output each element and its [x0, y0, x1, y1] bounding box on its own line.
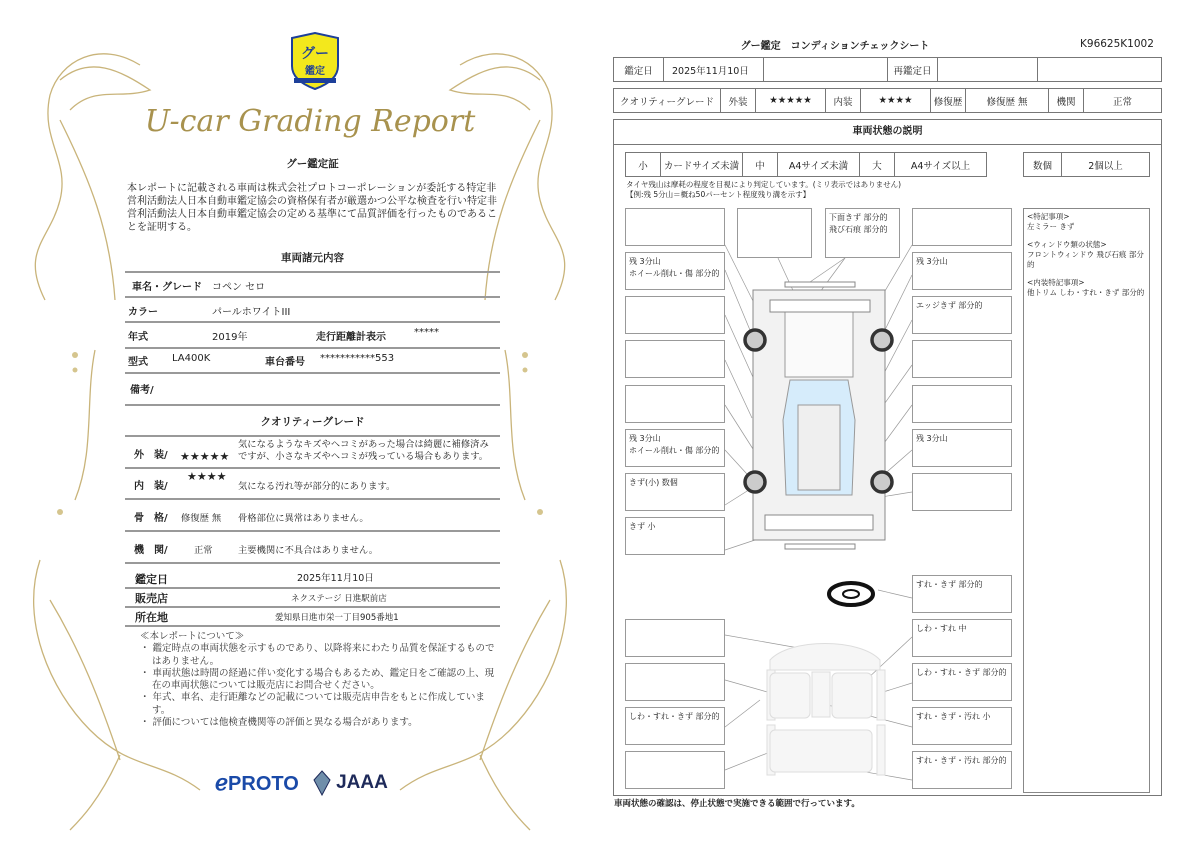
date-label: 鑑定日	[135, 573, 168, 586]
date-label: 鑑定日	[614, 58, 664, 81]
grade-engine-desc: 主要機関に不具合はありません。	[238, 545, 379, 556]
grade-interior-label: 内 装/	[134, 481, 168, 492]
grade-exterior-label: 外 装/	[134, 450, 168, 461]
condition-box-left-door-trim: しわ・すれ・きず 部分的	[625, 707, 725, 745]
divider	[125, 467, 500, 469]
tire-note-example: 【例:残 5分山＝概ね50パーセント程度残り溝を示す】	[626, 190, 811, 199]
tire-note: タイヤ残山は摩耗の程度を目視により判定しています。(ミリ表示ではありません)	[626, 180, 902, 189]
certificate-heading: グー鑑定証	[286, 158, 339, 170]
condition-box-floor: すれ・きず・汚れ 部分的	[912, 751, 1012, 789]
condition-box	[625, 208, 725, 246]
condition-box-front-right-tire: 残 3分山	[912, 252, 1012, 290]
divider	[125, 347, 500, 349]
interior-label: 内装	[826, 89, 861, 112]
date-value: 2025年11月10日	[664, 58, 764, 81]
chassis-value: ***********553	[320, 353, 395, 364]
grade-exterior-desc: 気になるようなキズやヘコミがあった場合は綺麗に補修済みですが、小さなキズやヘコミが残っている場合もあります。	[238, 439, 489, 462]
condition-box-driver-seat: しわ・すれ 中	[912, 619, 1012, 657]
address-label: 所在地	[135, 611, 168, 624]
shop-value: ネクステージ 日進駅前店	[291, 594, 387, 604]
reappraisal-label: 再鑑定日	[888, 58, 938, 81]
interior-value: 他トリム しわ・すれ・きず 部分的	[1027, 288, 1145, 297]
condition-box-rear-right-tire: 残 3分山	[912, 429, 1012, 467]
odometer-value: *****	[414, 327, 439, 338]
date-value: 2025年11月10日	[297, 573, 374, 584]
notes-heading: ≪本レポートについて≫	[140, 631, 245, 642]
legend-large: 大	[860, 153, 895, 176]
interior-heading: <内装特記事項>	[1027, 278, 1085, 287]
shop-label: 販売店	[135, 592, 168, 605]
engine-value: 正常	[1112, 96, 1132, 108]
sheet-footer-note: 車両状態の確認は、停止状態で実施できる範囲で行っています。	[614, 799, 860, 809]
color-value: パールホワイトIII	[212, 307, 291, 318]
condition-box-right-fender: エッジきず 部分的	[912, 296, 1012, 334]
condition-box-front-left-tire: 残 3分山 ホイール削れ・傷 部分的	[625, 252, 725, 290]
count-legend	[1023, 152, 1150, 177]
grade-engine-label: 機 関/	[134, 545, 168, 556]
remarks-label: 備考/	[130, 385, 154, 396]
model-label: 型式	[128, 357, 148, 368]
sheet-title: グー鑑定 コンディションチェックシート	[740, 41, 930, 52]
divider	[125, 271, 500, 273]
interior-stars: ★★★★	[861, 89, 931, 112]
grade-interior-desc: 気になる汚れ等が部分的にあります。	[238, 481, 396, 492]
legend-count: 数個	[1024, 153, 1062, 176]
svg-text:鑑定: 鑑定	[305, 66, 325, 77]
special-notes-box	[1023, 208, 1150, 793]
year-label: 年式	[128, 332, 148, 343]
condition-box-steering: すれ・きず 部分的	[912, 575, 1012, 613]
size-legend	[625, 152, 987, 177]
grade-frame-label: 骨 格/	[134, 513, 168, 524]
legend-small: 小	[626, 153, 661, 176]
grade-row	[613, 88, 1162, 113]
divider	[125, 321, 500, 323]
window-heading: <ウィンドウ類の状態>	[1027, 240, 1107, 249]
specs-heading: 車両諸元内容	[281, 252, 344, 264]
empty-cell	[764, 58, 888, 81]
divider	[125, 435, 500, 437]
condition-box	[912, 208, 1012, 246]
grade-exterior-stars: ★★★★★	[180, 450, 230, 463]
special-value: 左ミラー きず	[1027, 222, 1075, 231]
legend-small-desc: カードサイズ未満	[661, 153, 743, 176]
engine-label: 機関	[1049, 89, 1084, 112]
note-item: ・ 鑑定時点の車両状態を示すものであり、以降将来にわたり品質を保証するものではありません。	[140, 643, 495, 667]
goo-kantei-badge-logo	[288, 32, 342, 90]
condition-box-front-bumper: 下面きず 部分的 飛び石痕 部分的	[825, 208, 900, 258]
legend-medium-desc: A4サイズ未満	[778, 153, 860, 176]
divider	[125, 404, 500, 406]
condition-box	[625, 385, 725, 423]
address-value: 愛知県日進市栄一丁目905番地1	[275, 613, 399, 623]
grade-label: クオリティーグレード	[614, 89, 721, 112]
condition-box-hood	[737, 208, 812, 258]
special-heading: <特記事項>	[1027, 212, 1070, 221]
legend-medium: 中	[743, 153, 778, 176]
odometer-label: 走行距離計表示	[316, 332, 386, 343]
repair-label: 修復歴	[931, 89, 966, 112]
repair-value: 修復歴 無	[966, 89, 1049, 112]
divider	[125, 296, 500, 298]
note-item: ・ 年式、車名、走行距離などの記載については販売店申告をもとに作成しています。	[140, 692, 485, 716]
grade-interior-stars: ★★★★	[187, 470, 227, 483]
grade-engine-value: 正常	[194, 545, 213, 556]
name-label: 車名・グレード	[132, 282, 202, 293]
condition-box	[912, 340, 1012, 378]
date-row	[613, 57, 1162, 82]
divider	[125, 372, 500, 374]
note-item: ・ 評価については他検査機関等の評価と異なる場合があります。	[140, 717, 418, 729]
exterior-stars: ★★★★★	[756, 89, 826, 112]
report-notes	[140, 631, 500, 729]
legend-count-desc: 2個以上	[1088, 160, 1123, 172]
grade-heading: クオリティーグレード	[260, 416, 365, 428]
condition-box	[912, 385, 1012, 423]
jaaa-mark-icon	[313, 770, 331, 796]
condition-box-right-door-trim: しわ・すれ・きず 部分的	[912, 663, 1012, 701]
year-value: 2019年	[212, 332, 248, 343]
condition-box-rear-left-tire: 残 3分山 ホイール削れ・傷 部分的	[625, 429, 725, 467]
divider	[125, 498, 500, 500]
note-item: ・ 車両状態は時間の経過に伴い変化する場合もあるため、鑑定日をご確認の上、現在の車両状態については販売店にお問合せください。	[140, 667, 495, 692]
jaaa-logo: JAAA	[313, 770, 388, 796]
divider	[125, 562, 500, 564]
report-script-title: U-car Grading Report	[144, 104, 476, 139]
condition-box	[625, 296, 725, 334]
divider	[125, 530, 500, 532]
condition-box-ceiling	[625, 619, 725, 657]
grade-frame-value: 修復歴 無	[181, 513, 222, 524]
divider	[125, 625, 500, 627]
grade-frame-desc: 骨格部位に異常はありません。	[238, 513, 369, 524]
sheet-id: K96625K1002	[1080, 38, 1154, 50]
chassis-label: 車台番号	[265, 357, 305, 368]
condition-box-rear-bumper: きず 小	[625, 517, 725, 555]
svg-text:グー: グー	[301, 46, 329, 62]
proto-mark-icon: ℯ	[215, 770, 229, 795]
model-value: LA400K	[172, 353, 211, 364]
certificate-intro: 本レポートに記載される車両は株式会社プロトコーポレーションが委託する特定非営利活動法人日本自動車鑑定協会の資格保有者が厳選かつ公平な検査を行い特定非営利活動法人日本自動車鑑定協会の定める基準にて品質評価を行ったものであることを証明する。	[127, 183, 497, 233]
empty-cell	[1038, 58, 1161, 81]
condition-box-console: すれ・きず・汚れ 小	[912, 707, 1012, 745]
condition-box-rear-seat	[625, 751, 725, 789]
footer-logos	[215, 770, 388, 796]
window-value: フロントウィンドウ 飛び石痕 部分的	[1027, 250, 1144, 269]
condition-box	[625, 340, 725, 378]
name-value: コペン セロ	[212, 282, 266, 293]
condition-box-rear-left-quarter: きず(小) 数個	[625, 473, 725, 511]
divider	[125, 587, 500, 589]
divider	[125, 606, 500, 608]
legend-large-desc: A4サイズ以上	[910, 160, 971, 172]
condition-box-passenger-seat	[625, 663, 725, 701]
reappraisal-value	[938, 58, 1038, 81]
section-title: 車両状態の説明	[613, 119, 1162, 145]
color-label: カラー	[128, 307, 158, 318]
condition-box	[912, 473, 1012, 511]
exterior-label: 外装	[721, 89, 756, 112]
proto-logo: ℯPROTO	[215, 770, 299, 795]
